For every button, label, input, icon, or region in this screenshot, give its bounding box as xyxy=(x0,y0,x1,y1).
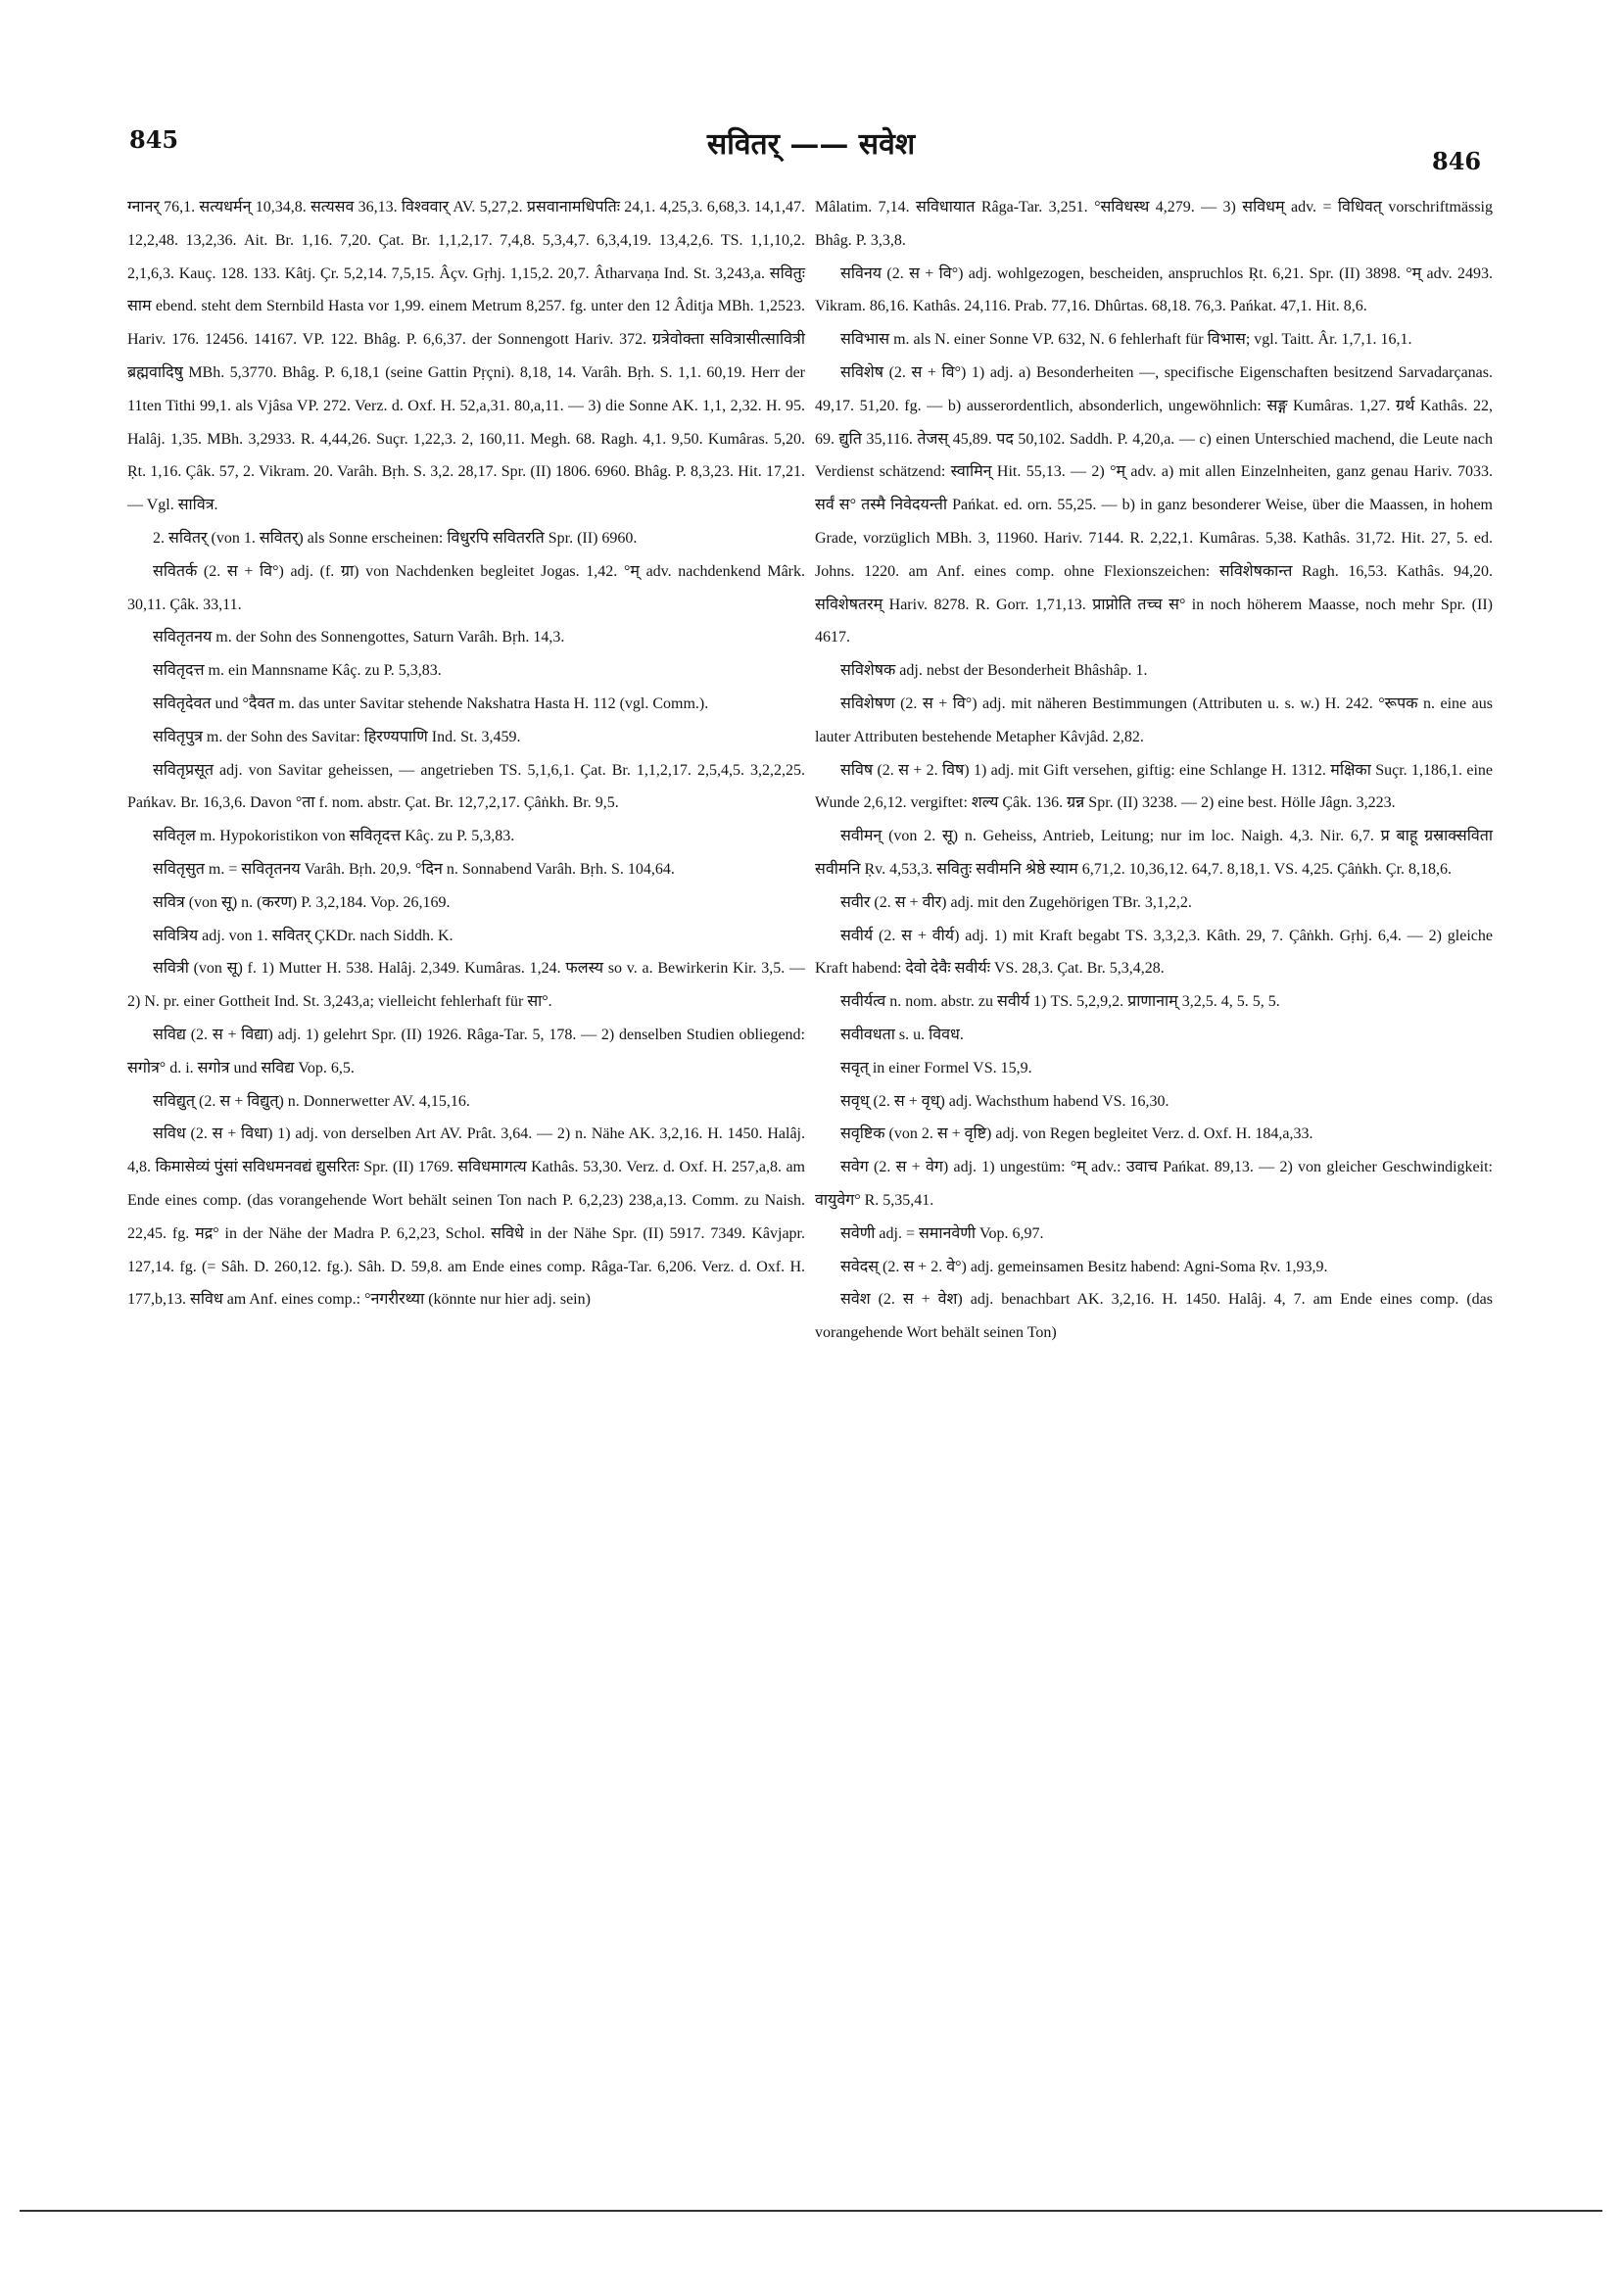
left-column xyxy=(127,191,805,1316)
entry: सवेग (2. स + वेग) adj. 1) ungestüm: °म् adv.: उवाच Pańkat. 89,13. — 2) von gleicher Geschwindigkeit: वायुवेग° R. 5,35,41. xyxy=(815,1159,1493,1209)
page-number-left: 845 xyxy=(129,125,179,154)
right-column xyxy=(815,191,1493,1350)
entry: सवितृपुत्र m. der Sohn des Savitar: हिरण्यपाणि Ind. St. 3,459. xyxy=(153,728,521,745)
entry: सवितृतनय m. der Sohn des Sonnengottes, Saturn Varâh. Bṛh. 14,3. xyxy=(153,629,565,646)
entry: सवीर्य (2. स + वीर्य) adj. 1) mit Kraft begabt TS. 3,3,2,3. Kâth. 29, 7. Çâṅkh. Gṛhj. 6,4. — 2) gleiche Kraft habend: देवो देवैः सवीर्यः VS. 28,3. Çat. Br. 5,3,4,28. xyxy=(815,927,1493,978)
bottom-rule xyxy=(20,2210,1602,2212)
entry: सवितृल m. Hypokoristikon von सवितृदत्त Kâç. zu P. 5,3,83. xyxy=(153,828,515,845)
entry: सवृष्टिक (von 2. स + वृष्टि) adj. von Regen begleitet Verz. d. Oxf. H. 184,a,33. xyxy=(840,1125,1313,1143)
entry: सविद्य (2. स + विद्या) adj. 1) gelehrt Spr. (II) 1926. Râga-Tar. 5, 178. — 2) denselben Studien obliegend: सगोत्र° d. i. सगोत्र und सविद्य Vop. 6,5. xyxy=(127,1026,805,1076)
entry: सवेणी adj. = समानवेणी Vop. 6,97. xyxy=(840,1224,1044,1242)
entry: सवेश (2. स + वेश) adj. benachbart AK. 3,2,16. H. 1450. Halâj. 4, 7. am Ende eines comp. (das vorangehende Wort behält seinen Ton) xyxy=(815,1291,1493,1342)
running-title: सवितर् —— सवेश xyxy=(706,127,916,162)
entry: सविशेषक adj. nebst der Besonderheit Bhâshâp. 1. xyxy=(840,662,1148,680)
entry: सवृत् in einer Formel VS. 15,9. xyxy=(840,1059,1032,1076)
entry: सविनय (2. स + वि°) adj. wohlgezogen, bescheiden, anspruchlos Ṛt. 6,21. Spr. (II) 3898. °म् adv. 2493. Vikram. 86,16. Kathâs. 24,116. Prab. 77,16. Dhûrtas. 68,18. 76,3. Pańkat. 47,1. Hit. 8,6. xyxy=(815,264,1493,315)
entry: सवीर्यत्व n. nom. abstr. zu सवीर्य 1) TS. 5,2,9,2. प्राणानाम् 3,2,5. 4, 5. 5, 5. xyxy=(840,993,1280,1011)
entry: सवितृसुत m. = सवितृतनय Varâh. Bṛh. 20,9. °दिन n. Sonnabend Varâh. Bṛh. S. 104,64. xyxy=(153,860,675,878)
entry: सवित्रिय adj. von 1. सवितर् ÇKDr. nach Siddh. K. xyxy=(153,927,453,944)
entry: सवीमन् (von 2. सू) n. Geheiss, Antrieb, Leitung; nur im loc. Naigh. 4,3. Nir. 6,7. प्र बाहू ग्रस्राक्सविता सवीमनि Ṛv. 4,53,3. सवितुः सवीमनि श्रेष्ठे स्याम 6,71,2. 10,36,12. 64,7. 8,18,1. VS. 4,25. Çâṅkh. Çr. 8,18,6. xyxy=(815,828,1493,878)
entry: सवितृदत्त m. ein Mannsname Kâç. zu P. 5,3,83. xyxy=(153,662,442,680)
entry: सविद्युत् (2. स + विद्युत्) n. Donnerwetter AV. 4,15,16. xyxy=(153,1092,470,1110)
entry: सविशेषण (2. स + वि°) adj. mit näheren Bestimmungen (Attributen u. s. w.) H. 242. °रूपक n. eine aus lauter Attributen bestehende Metapher Kâvjâd. 2,82. xyxy=(815,694,1493,745)
entry: सवित्र (von सू) n. (करण) P. 3,2,184. Vop. 26,169. xyxy=(153,893,451,911)
entry: सविशेष (2. स + वि°) 1) adj. a) Besonderheiten —, specifische Eigenschaften besitzend Sarvadarçanas. 49,17. 51,20. fg. — b) ausserordentlich, absonderlich, ungewöhnlich: सङ्ग Kumâras. 1,27. ग्रर्थ Kathâs. 22, 69. द्युति 35,116. तेजस् 45,89. पद 50,102. Saddh. P. 4,20,a. — c) einen Unterschied machend, die Leute nach Verdienst schätzend: स्वामिन् Hit. 55,13. — 2) °म् adv. a) mit allen Einzelnheiten, ganz genau Hariv. 7033. सर्वं स° तस्मै निवेदयन्ती Pańkat. ed. orn. 55,25. — b) in ganz besonderer Weise, über die Maassen, in hohem Grade, vorzüglich MBh. 3, 11960. Hariv. 7144. R. 2,22,1. Kumâras. 5,38. Kathâs. 31,72. Hit. 27, 5. ed. Johns. 1220. am Anf. eines comp. ohne Flexionszeichen: सविशेषकान्त Ragh. 16,53. Kathâs. 94,20. सविशेषतरम् Hariv. 8278. R. Gorr. 1,71,13. प्राप्नोति तच्च स° in noch höherem Maasse, noch mehr Spr. (II) 4617. xyxy=(815,363,1493,646)
entry: ग्नानर् 76,1. सत्यधर्मन् 10,34,8. सत्यसव 36,13. विश्ववार् AV. 5,27,2. प्रसवानामधिपतिः 24,1. 4,25,3. 6,68,3. 14,1,47. 12,2,48. 13,2,36. Ait. Br. 1,16. 7,20. Çat. Br. 1,1,2,17. 7,4,8. 5,3,4,7. 6,3,4,19. 13,4,2,6. TS. 1,1,10,2. 2,1,6,3. Kauç. 128. 133. Kâtj. Çr. 5,2,14. 7,5,15. Âçv. Gṛhj. 1,15,2. 20,7. Âtharvaṇa Ind. St. 3,243,a. सवितुः साम ebend. steht dem Sternbild Hasta vor 1,99. einem Metrum 8,257. fg. unter den 12 Âditja MBh. 1,2523. Hariv. 176. 12456. 14167. VP. 122. Bhâg. P. 6,6,37. der Sonnengott Hariv. 372. ग्रत्रेवोक्ता सवित्रासीत्सावित्री ब्रह्मवादिषु MBh. 5,3770. Bhâg. P. 6,18,1 (seine Gattin Pṛçni). 8,18, 14. Varâh. Bṛh. S. 1,1. 60,19. Herr der 11ten Tithi 99,1. als Vjâsa VP. 272. Verz. d. Oxf. H. 52,a,31. 80,a,11. — 3) die Sonne AK. 1,1, 2,32. H. 95. Halâj. 1,35. MBh. 3,2933. R. 4,44,26. Suçr. 1,22,3. 2, 160,11. Megh. 68. Ragh. 4,1. 9,50. Kumâras. 5,20. Ṛt. 1,16. Çâk. 57, 2. Vikram. 20. Varâh. Bṛh. S. 3,2. 28,17. Spr. (II) 1806. 6960. Bhâg. P. 8,3,23. Hit. 17,21. — Vgl. सावित्र. xyxy=(127,199,805,514)
entry: सवितर्क (2. स + वि°) adj. (f. ग्रा) von Nachdenken begleitet Jogas. 1,42. °म् adv. nachdenkend Mârk. 30,11. Çâk. 33,11. xyxy=(127,562,805,613)
entry: सवीर (2. स + वीर) adj. mit den Zugehörigen TBr. 3,1,2,2. xyxy=(840,893,1192,911)
entry: 2. सवितर् (von 1. सवितर्) als Sonne erscheinen: विधुरपि सवितरति Spr. (II) 6960. xyxy=(153,529,638,547)
entry: सवितृदेवत und °दैवत m. das unter Savitar stehende Nakshatra Hasta H. 112 (vgl. Comm.). xyxy=(153,694,709,712)
entry: सविष (2. स + 2. विष) 1) adj. mit Gift versehen, giftig: eine Schlange H. 1312. मक्षिका Suçr. 1,186,1. eine Wunde 2,6,12. vergiftet: शल्य Çâk. 136. ग्रन्न Spr. (II) 3238. — 2) eine best. Hölle Jâgn. 3,223. xyxy=(815,761,1493,812)
page-number-right: 846 xyxy=(1432,147,1482,175)
entry: Mâlatim. 7,14. सविधायात Râga-Tar. 3,251. °सविधस्थ 4,279. — 3) सविधम् adv. = विधिवत् vorschriftmässig Bhâg. P. 3,3,8. xyxy=(815,199,1493,249)
entry: सविध (2. स + विधा) 1) adj. von derselben Art AV. Prât. 3,64. — 2) n. Nähe AK. 3,2,16. H. 1450. Halâj. 4,8. किमासेव्यं पुंसां सविधमनवद्यं द्युसरितः Spr. (II) 1769. सविधमागत्य Kathâs. 53,30. Verz. d. Oxf. H. 257,a,8. am Ende eines comp. (das vorangehende Wort behält seinen Ton nach P. 6,2,23) 238,a,13. Comm. zu Naish. 22,45. fg. मद्र° in der Nähe der Madra P. 6,2,23, Schol. सविधे in der Nähe Spr. (II) 5917. 7349. Kâvjapr. 127,14. fg. (= Sâh. D. 260,12. fg.). Sâh. D. 59,8. am Ende eines comp. Râga-Tar. 6,206. Verz. d. Oxf. H. 177,b,13. सविध am Anf. eines comp.: °नगरीरथ्या (könnte nur hier adj. sein) xyxy=(127,1125,805,1309)
entry: सवित्री (von सू) f. 1) Mutter H. 538. Halâj. 2,349. Kumâras. 1,24. फलस्य so v. a. Bewirkerin Kir. 3,5. — 2) N. pr. einer Gottheit Ind. St. 3,243,a; vielleicht fehlerhaft für सा°. xyxy=(127,960,805,1011)
entry: सवीवधता s. u. विवध. xyxy=(840,1026,964,1043)
entry: सविभास m. als N. einer Sonne VP. 632, N. 6 fehlerhaft für विभास; vgl. Taitt. Âr. 1,7,1. 16,1. xyxy=(840,331,1412,349)
entry: सवितृप्रसूत adj. von Savitar geheissen, — angetrieben TS. 5,1,6,1. Çat. Br. 1,1,2,17. 2,5,4,5. 3,2,2,25. Pańkav. Br. 16,3,6. Davon °ता f. nom. abstr. Çat. Br. 12,7,2,17. Çâṅkh. Br. 9,5. xyxy=(127,761,805,812)
entry: सवेदस् (2. स + 2. वे°) adj. gemeinsamen Besitz habend: Agni-Soma Ṛv. 1,93,9. xyxy=(840,1258,1328,1275)
entry: सवृध् (2. स + वृध्) adj. Wachsthum habend VS. 16,30. xyxy=(840,1092,1169,1110)
